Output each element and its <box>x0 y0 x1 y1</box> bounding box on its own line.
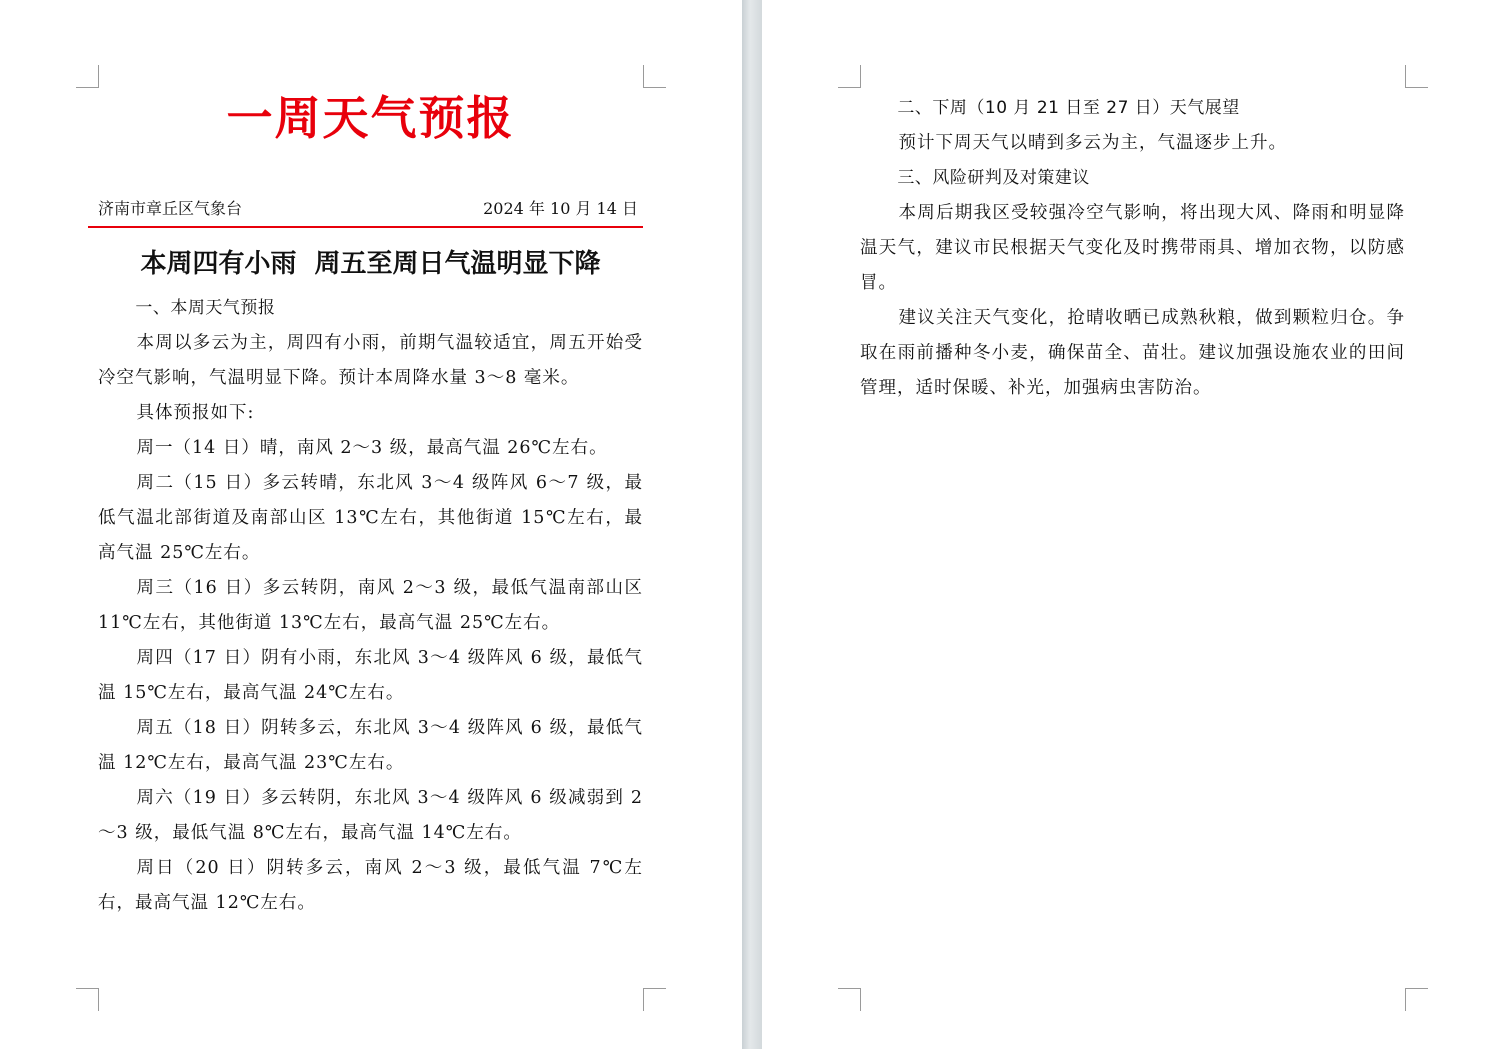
left-page-body <box>98 291 643 921</box>
forecast-saturday: 周六（19 日）多云转阴，东北风 3～4 级阵风 6 级减弱到 2～3 级，最低气温 8℃左右，最高气温 14℃左右。 <box>98 788 643 843</box>
section-heading-1: 一、本周天气预报 <box>135 298 276 318</box>
paragraph: 具体预报如下: <box>136 403 255 423</box>
header-divider <box>88 226 643 228</box>
crop-mark <box>838 988 861 1011</box>
crop-mark <box>76 988 99 1011</box>
forecast-sunday: 周日（20 日）阴转多云，南风 2～3 级，最低气温 7℃左右，最高气温 12℃左右。 <box>98 858 643 913</box>
paragraph: 预计下周天气以晴到多云为主，气温逐步上升。 <box>898 133 1287 153</box>
issue-date: 2024 年 10 月 14 日 <box>483 199 638 218</box>
section-heading-2: 二、下周（10 月 21 日至 27 日）天气展望 <box>897 98 1240 118</box>
crop-mark <box>1405 65 1428 88</box>
forecast-tuesday: 周二（15 日）多云转晴，东北风 3～4 级阵风 6～7 级，最低气温北部街道及南部山区 13℃左右，其他街道 15℃左右，最高气温 25℃左右。 <box>98 473 643 563</box>
crop-mark <box>76 65 99 88</box>
headline: 本周四有小雨 周五至周日气温明显下降 <box>140 249 601 279</box>
forecast-wednesday: 周三（16 日）多云转阴，南风 2～3 级，最低气温南部山区 11℃左右，其他街道 13℃左右，最高气温 25℃左右。 <box>98 578 643 633</box>
paragraph: 建议关注天气变化，抢晴收晒已成熟秋粮，做到颗粒归仓。争取在雨前播种冬小麦，确保苗全、苗壮。建议加强设施农业的田间管理，适时保暖、补光，加强病虫害防治。 <box>860 308 1405 398</box>
right-page-body <box>860 91 1405 406</box>
document-title: 一周天气预报 <box>226 91 515 145</box>
paragraph: 本周后期我区受较强冷空气影响，将出现大风、降雨和明显降温天气，建议市民根据天气变化及时携带雨具、增加衣物，以防感冒。 <box>860 203 1405 293</box>
forecast-friday: 周五（18 日）阴转多云，东北风 3～4 级阵风 6 级，最低气温 12℃左右，最高气温 23℃左右。 <box>98 718 643 773</box>
section-heading-3: 三、风险研判及对策建议 <box>897 168 1090 188</box>
issuer-organization: 济南市章丘区气象台 <box>98 199 243 218</box>
crop-mark <box>643 65 666 88</box>
crop-mark <box>643 988 666 1011</box>
forecast-monday: 周一（14 日）晴，南风 2～3 级，最高气温 26℃左右。 <box>136 438 608 458</box>
forecast-thursday: 周四（17 日）阴有小雨，东北风 3～4 级阵风 6 级，最低气温 15℃左右，最高气温 24℃左右。 <box>98 648 643 703</box>
paragraph: 本周以多云为主，周四有小雨，前期气温较适宜，周五开始受冷空气影响，气温明显下降。预计本周降水量 3～8 毫米。 <box>98 333 643 388</box>
crop-mark <box>838 65 861 88</box>
page-gutter <box>742 0 762 1049</box>
crop-mark <box>1405 988 1428 1011</box>
